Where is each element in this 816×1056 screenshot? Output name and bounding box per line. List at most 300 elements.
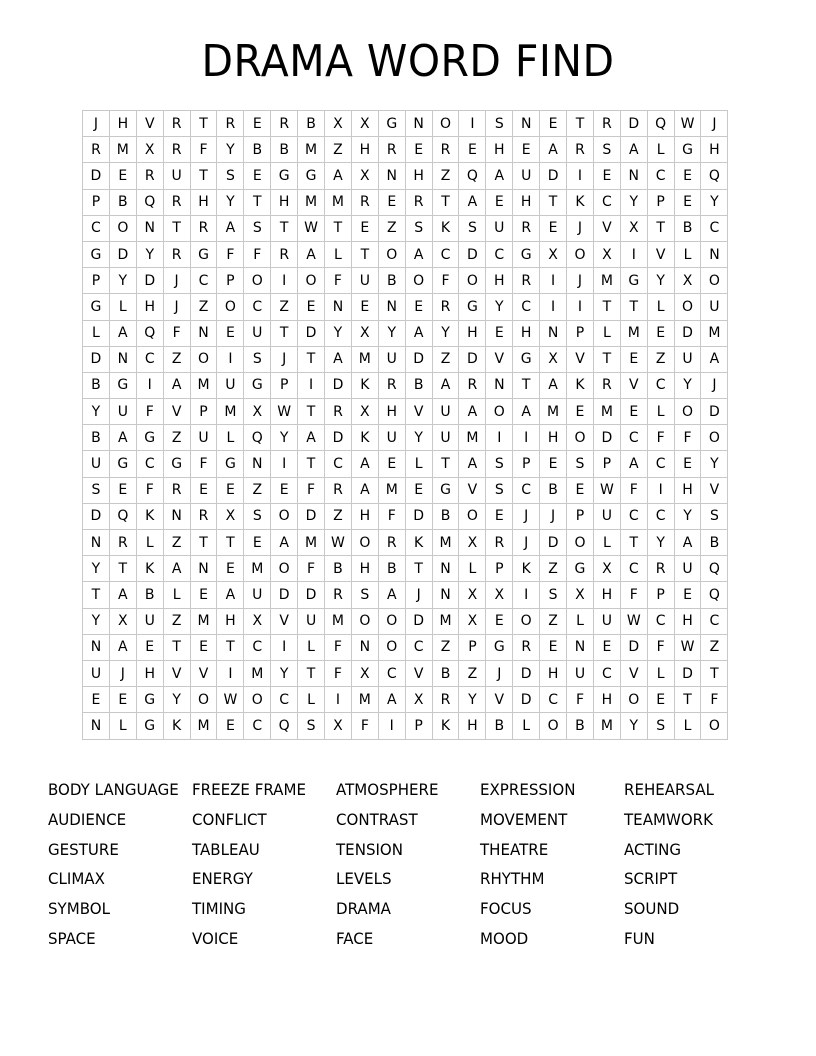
grid-cell[interactable]: T [432,189,459,215]
grid-cell[interactable]: C [647,608,674,634]
grid-cell[interactable]: Y [136,241,163,267]
grid-cell[interactable]: E [351,215,378,241]
grid-cell[interactable]: Y [405,425,432,451]
grid-cell[interactable]: B [674,215,701,241]
grid-cell[interactable]: I [647,477,674,503]
grid-cell[interactable]: E [244,163,271,189]
grid-cell[interactable]: B [83,372,110,398]
grid-cell[interactable]: B [244,137,271,163]
grid-cell[interactable]: T [298,660,325,686]
grid-cell[interactable]: N [83,530,110,556]
grid-cell[interactable]: B [378,268,405,294]
grid-cell[interactable]: Q [701,163,728,189]
grid-cell[interactable]: N [244,451,271,477]
grid-cell[interactable]: J [701,111,728,137]
grid-cell[interactable]: O [378,241,405,267]
grid-cell[interactable]: O [486,399,513,425]
grid-cell[interactable]: M [459,425,486,451]
grid-cell[interactable]: Z [701,634,728,660]
grid-cell[interactable]: S [540,582,567,608]
grid-cell[interactable]: A [163,556,190,582]
grid-cell[interactable]: G [674,137,701,163]
grid-cell[interactable]: D [674,660,701,686]
grid-cell[interactable]: M [244,556,271,582]
grid-cell[interactable]: E [486,189,513,215]
grid-cell[interactable]: W [298,215,325,241]
grid-cell[interactable]: E [486,503,513,529]
grid-cell[interactable]: N [163,503,190,529]
grid-cell[interactable]: Y [271,425,298,451]
grid-cell[interactable]: O [378,634,405,660]
grid-cell[interactable]: D [540,530,567,556]
grid-cell[interactable]: T [163,215,190,241]
grid-cell[interactable]: T [163,634,190,660]
grid-cell[interactable]: N [701,241,728,267]
grid-cell[interactable]: V [620,372,647,398]
grid-cell[interactable]: L [163,582,190,608]
grid-cell[interactable]: F [136,477,163,503]
grid-cell[interactable]: O [190,346,217,372]
grid-cell[interactable]: S [486,111,513,137]
grid-cell[interactable]: I [459,111,486,137]
grid-cell[interactable]: X [620,215,647,241]
grid-cell[interactable]: R [83,137,110,163]
grid-cell[interactable]: Y [620,189,647,215]
grid-cell[interactable]: A [405,320,432,346]
grid-cell[interactable]: L [136,530,163,556]
grid-cell[interactable]: A [540,137,567,163]
grid-cell[interactable]: H [378,399,405,425]
grid-cell[interactable]: J [513,503,540,529]
grid-cell[interactable]: K [432,215,459,241]
grid-cell[interactable]: O [567,425,594,451]
grid-cell[interactable]: E [405,477,432,503]
grid-cell[interactable]: B [109,189,136,215]
grid-cell[interactable]: G [513,241,540,267]
grid-cell[interactable]: P [593,451,620,477]
grid-cell[interactable]: O [459,503,486,529]
grid-cell[interactable]: U [593,503,620,529]
grid-cell[interactable]: L [109,294,136,320]
grid-cell[interactable]: O [540,713,567,739]
grid-cell[interactable]: I [567,163,594,189]
grid-cell[interactable]: I [513,582,540,608]
grid-cell[interactable]: S [298,713,325,739]
grid-cell[interactable]: Y [459,687,486,713]
grid-cell[interactable]: Y [109,268,136,294]
grid-cell[interactable]: F [567,687,594,713]
grid-cell[interactable]: L [674,713,701,739]
grid-cell[interactable]: S [593,137,620,163]
grid-cell[interactable]: P [647,189,674,215]
grid-cell[interactable]: T [217,530,244,556]
grid-cell[interactable]: H [674,477,701,503]
grid-cell[interactable]: X [325,111,352,137]
grid-cell[interactable]: F [674,425,701,451]
grid-cell[interactable]: I [271,268,298,294]
grid-cell[interactable]: R [163,241,190,267]
grid-cell[interactable]: J [567,215,594,241]
grid-cell[interactable]: O [432,111,459,137]
grid-cell[interactable]: I [620,241,647,267]
grid-cell[interactable]: R [271,111,298,137]
grid-cell[interactable]: U [244,320,271,346]
grid-cell[interactable]: L [567,608,594,634]
grid-cell[interactable]: D [325,372,352,398]
grid-cell[interactable]: E [647,687,674,713]
grid-cell[interactable]: H [136,660,163,686]
grid-cell[interactable]: N [351,634,378,660]
grid-cell[interactable]: C [244,294,271,320]
grid-cell[interactable]: U [567,660,594,686]
grid-cell[interactable]: D [405,346,432,372]
grid-cell[interactable]: Z [325,137,352,163]
grid-cell[interactable]: T [190,163,217,189]
grid-cell[interactable]: V [405,399,432,425]
grid-cell[interactable]: G [190,241,217,267]
grid-cell[interactable]: X [674,268,701,294]
grid-cell[interactable]: N [83,634,110,660]
grid-cell[interactable]: G [136,425,163,451]
grid-cell[interactable]: R [593,372,620,398]
grid-cell[interactable]: D [298,503,325,529]
grid-cell[interactable]: I [513,425,540,451]
grid-cell[interactable]: Z [163,346,190,372]
grid-cell[interactable]: T [217,634,244,660]
grid-cell[interactable]: B [325,556,352,582]
grid-cell[interactable]: H [459,713,486,739]
grid-cell[interactable]: E [109,687,136,713]
grid-cell[interactable]: R [459,372,486,398]
grid-cell[interactable]: H [459,320,486,346]
grid-cell[interactable]: R [190,215,217,241]
grid-cell[interactable]: C [701,215,728,241]
grid-cell[interactable]: I [325,687,352,713]
grid-cell[interactable]: X [244,608,271,634]
grid-cell[interactable]: J [567,268,594,294]
grid-cell[interactable]: A [432,372,459,398]
grid-cell[interactable]: D [325,425,352,451]
grid-cell[interactable]: D [136,268,163,294]
grid-cell[interactable]: E [674,163,701,189]
grid-cell[interactable]: Z [540,556,567,582]
grid-cell[interactable]: P [513,451,540,477]
grid-cell[interactable]: M [190,608,217,634]
grid-cell[interactable]: L [459,556,486,582]
grid-cell[interactable]: P [217,268,244,294]
grid-cell[interactable]: J [701,372,728,398]
grid-cell[interactable]: R [325,582,352,608]
grid-cell[interactable]: N [378,294,405,320]
grid-cell[interactable]: V [136,111,163,137]
grid-cell[interactable]: Z [432,163,459,189]
grid-cell[interactable]: T [109,556,136,582]
grid-cell[interactable]: N [109,346,136,372]
grid-cell[interactable]: B [378,556,405,582]
grid-cell[interactable]: T [513,372,540,398]
grid-cell[interactable]: R [567,137,594,163]
grid-cell[interactable]: U [486,215,513,241]
grid-cell[interactable]: B [701,530,728,556]
grid-cell[interactable]: L [593,530,620,556]
grid-cell[interactable]: A [405,241,432,267]
grid-cell[interactable]: R [325,477,352,503]
grid-cell[interactable]: M [109,137,136,163]
grid-cell[interactable]: S [459,215,486,241]
grid-cell[interactable]: Y [701,189,728,215]
grid-cell[interactable]: N [486,372,513,398]
grid-cell[interactable]: L [405,451,432,477]
grid-cell[interactable]: V [486,346,513,372]
grid-cell[interactable]: L [647,399,674,425]
grid-cell[interactable]: R [163,111,190,137]
grid-cell[interactable]: M [540,399,567,425]
grid-cell[interactable]: Y [432,320,459,346]
grid-cell[interactable]: C [378,660,405,686]
grid-cell[interactable]: Q [109,503,136,529]
grid-cell[interactable]: U [701,294,728,320]
grid-cell[interactable]: O [190,687,217,713]
grid-cell[interactable]: H [674,608,701,634]
grid-cell[interactable]: J [405,582,432,608]
grid-cell[interactable]: A [620,451,647,477]
grid-cell[interactable]: K [567,189,594,215]
grid-cell[interactable]: E [567,477,594,503]
grid-cell[interactable]: X [486,582,513,608]
grid-cell[interactable]: U [351,268,378,294]
grid-cell[interactable]: F [298,477,325,503]
grid-cell[interactable]: E [486,320,513,346]
grid-cell[interactable]: Z [271,294,298,320]
grid-cell[interactable]: S [244,346,271,372]
grid-cell[interactable]: D [271,582,298,608]
grid-cell[interactable]: M [244,660,271,686]
grid-cell[interactable]: A [163,372,190,398]
grid-cell[interactable]: I [217,346,244,372]
grid-cell[interactable]: X [136,137,163,163]
grid-cell[interactable]: H [109,111,136,137]
grid-cell[interactable]: F [136,399,163,425]
grid-cell[interactable]: C [432,241,459,267]
grid-cell[interactable]: G [136,687,163,713]
grid-cell[interactable]: E [378,451,405,477]
grid-cell[interactable]: E [593,163,620,189]
grid-cell[interactable]: C [513,294,540,320]
grid-cell[interactable]: E [217,713,244,739]
grid-cell[interactable]: L [217,425,244,451]
grid-cell[interactable]: T [298,399,325,425]
grid-cell[interactable]: C [647,372,674,398]
grid-cell[interactable]: M [190,713,217,739]
grid-cell[interactable]: E [351,294,378,320]
grid-cell[interactable]: F [701,687,728,713]
grid-cell[interactable]: C [244,713,271,739]
grid-cell[interactable]: U [244,582,271,608]
grid-cell[interactable]: D [513,687,540,713]
grid-cell[interactable]: T [351,241,378,267]
grid-cell[interactable]: U [378,425,405,451]
grid-cell[interactable]: D [540,163,567,189]
grid-cell[interactable]: T [620,530,647,556]
grid-cell[interactable]: Z [540,608,567,634]
grid-cell[interactable]: S [83,477,110,503]
grid-cell[interactable]: R [109,530,136,556]
grid-cell[interactable]: Y [217,189,244,215]
grid-cell[interactable]: A [109,582,136,608]
grid-cell[interactable]: W [325,530,352,556]
grid-cell[interactable]: G [217,451,244,477]
grid-cell[interactable]: O [567,530,594,556]
grid-cell[interactable]: D [620,111,647,137]
grid-cell[interactable]: P [567,320,594,346]
grid-cell[interactable]: V [486,687,513,713]
grid-cell[interactable]: C [593,189,620,215]
grid-cell[interactable]: G [109,451,136,477]
grid-cell[interactable]: C [647,503,674,529]
grid-cell[interactable]: A [325,346,352,372]
grid-cell[interactable]: A [109,425,136,451]
grid-cell[interactable]: C [620,556,647,582]
grid-cell[interactable]: X [593,241,620,267]
grid-cell[interactable]: N [83,713,110,739]
grid-cell[interactable]: I [540,294,567,320]
grid-cell[interactable]: O [109,215,136,241]
grid-cell[interactable]: O [217,294,244,320]
grid-cell[interactable]: K [405,530,432,556]
grid-cell[interactable]: E [620,399,647,425]
grid-cell[interactable]: P [486,556,513,582]
grid-cell[interactable]: U [432,399,459,425]
grid-cell[interactable]: R [351,189,378,215]
grid-cell[interactable]: I [271,634,298,660]
grid-cell[interactable]: X [405,687,432,713]
grid-cell[interactable]: U [163,163,190,189]
grid-cell[interactable]: I [217,660,244,686]
grid-cell[interactable]: E [109,163,136,189]
grid-cell[interactable]: R [325,399,352,425]
grid-cell[interactable]: S [244,503,271,529]
grid-cell[interactable]: L [674,241,701,267]
grid-cell[interactable]: N [432,556,459,582]
grid-cell[interactable]: O [405,268,432,294]
grid-cell[interactable]: E [298,294,325,320]
grid-cell[interactable]: Y [647,268,674,294]
grid-cell[interactable]: R [432,137,459,163]
grid-cell[interactable]: I [540,268,567,294]
grid-cell[interactable]: M [325,608,352,634]
grid-cell[interactable]: Y [217,137,244,163]
grid-cell[interactable]: Y [647,530,674,556]
grid-cell[interactable]: T [190,530,217,556]
grid-cell[interactable]: Z [190,294,217,320]
grid-cell[interactable]: M [298,530,325,556]
grid-cell[interactable]: W [271,399,298,425]
grid-cell[interactable]: Z [325,503,352,529]
grid-cell[interactable]: Y [163,687,190,713]
grid-cell[interactable]: C [271,687,298,713]
grid-cell[interactable]: H [513,320,540,346]
grid-cell[interactable]: G [83,241,110,267]
grid-cell[interactable]: F [325,268,352,294]
grid-cell[interactable]: P [405,713,432,739]
grid-cell[interactable]: V [701,477,728,503]
grid-cell[interactable]: H [136,294,163,320]
grid-cell[interactable]: K [567,372,594,398]
grid-cell[interactable]: E [620,346,647,372]
grid-cell[interactable]: R [647,556,674,582]
grid-cell[interactable]: O [701,425,728,451]
grid-cell[interactable]: X [244,399,271,425]
grid-cell[interactable]: T [190,111,217,137]
grid-cell[interactable]: U [83,451,110,477]
grid-cell[interactable]: G [567,556,594,582]
grid-cell[interactable]: A [217,582,244,608]
grid-cell[interactable]: T [647,215,674,241]
grid-cell[interactable]: E [540,111,567,137]
grid-cell[interactable]: Q [701,556,728,582]
grid-cell[interactable]: T [432,451,459,477]
grid-cell[interactable]: Z [244,477,271,503]
grid-cell[interactable]: E [674,189,701,215]
grid-cell[interactable]: R [136,163,163,189]
grid-cell[interactable]: H [271,189,298,215]
grid-cell[interactable]: M [351,687,378,713]
grid-cell[interactable]: L [513,713,540,739]
grid-cell[interactable]: F [351,713,378,739]
grid-cell[interactable]: C [190,268,217,294]
grid-cell[interactable]: W [620,608,647,634]
grid-cell[interactable]: H [513,189,540,215]
grid-cell[interactable]: R [163,477,190,503]
grid-cell[interactable]: V [190,660,217,686]
grid-cell[interactable]: J [486,660,513,686]
grid-cell[interactable]: M [217,399,244,425]
grid-cell[interactable]: N [325,294,352,320]
grid-cell[interactable]: J [513,530,540,556]
grid-cell[interactable]: P [567,503,594,529]
grid-cell[interactable]: L [593,320,620,346]
grid-cell[interactable]: F [378,503,405,529]
grid-cell[interactable]: L [647,137,674,163]
grid-cell[interactable]: Y [83,608,110,634]
grid-cell[interactable]: Z [647,346,674,372]
grid-cell[interactable]: A [325,163,352,189]
grid-cell[interactable]: O [459,268,486,294]
grid-cell[interactable]: D [513,660,540,686]
grid-cell[interactable]: U [674,556,701,582]
grid-cell[interactable]: X [351,163,378,189]
grid-cell[interactable]: C [405,634,432,660]
grid-cell[interactable]: U [190,425,217,451]
grid-cell[interactable]: N [136,215,163,241]
grid-cell[interactable]: T [83,582,110,608]
grid-cell[interactable]: Y [674,503,701,529]
grid-cell[interactable]: M [351,346,378,372]
grid-cell[interactable]: X [351,660,378,686]
grid-cell[interactable]: M [593,268,620,294]
grid-cell[interactable]: F [620,477,647,503]
grid-cell[interactable]: Q [459,163,486,189]
grid-cell[interactable]: F [190,451,217,477]
grid-cell[interactable]: O [701,713,728,739]
grid-cell[interactable]: T [701,660,728,686]
grid-cell[interactable]: D [83,503,110,529]
grid-cell[interactable]: R [378,137,405,163]
grid-cell[interactable]: M [298,189,325,215]
grid-cell[interactable]: O [244,268,271,294]
grid-cell[interactable]: C [244,634,271,660]
grid-cell[interactable]: A [351,477,378,503]
